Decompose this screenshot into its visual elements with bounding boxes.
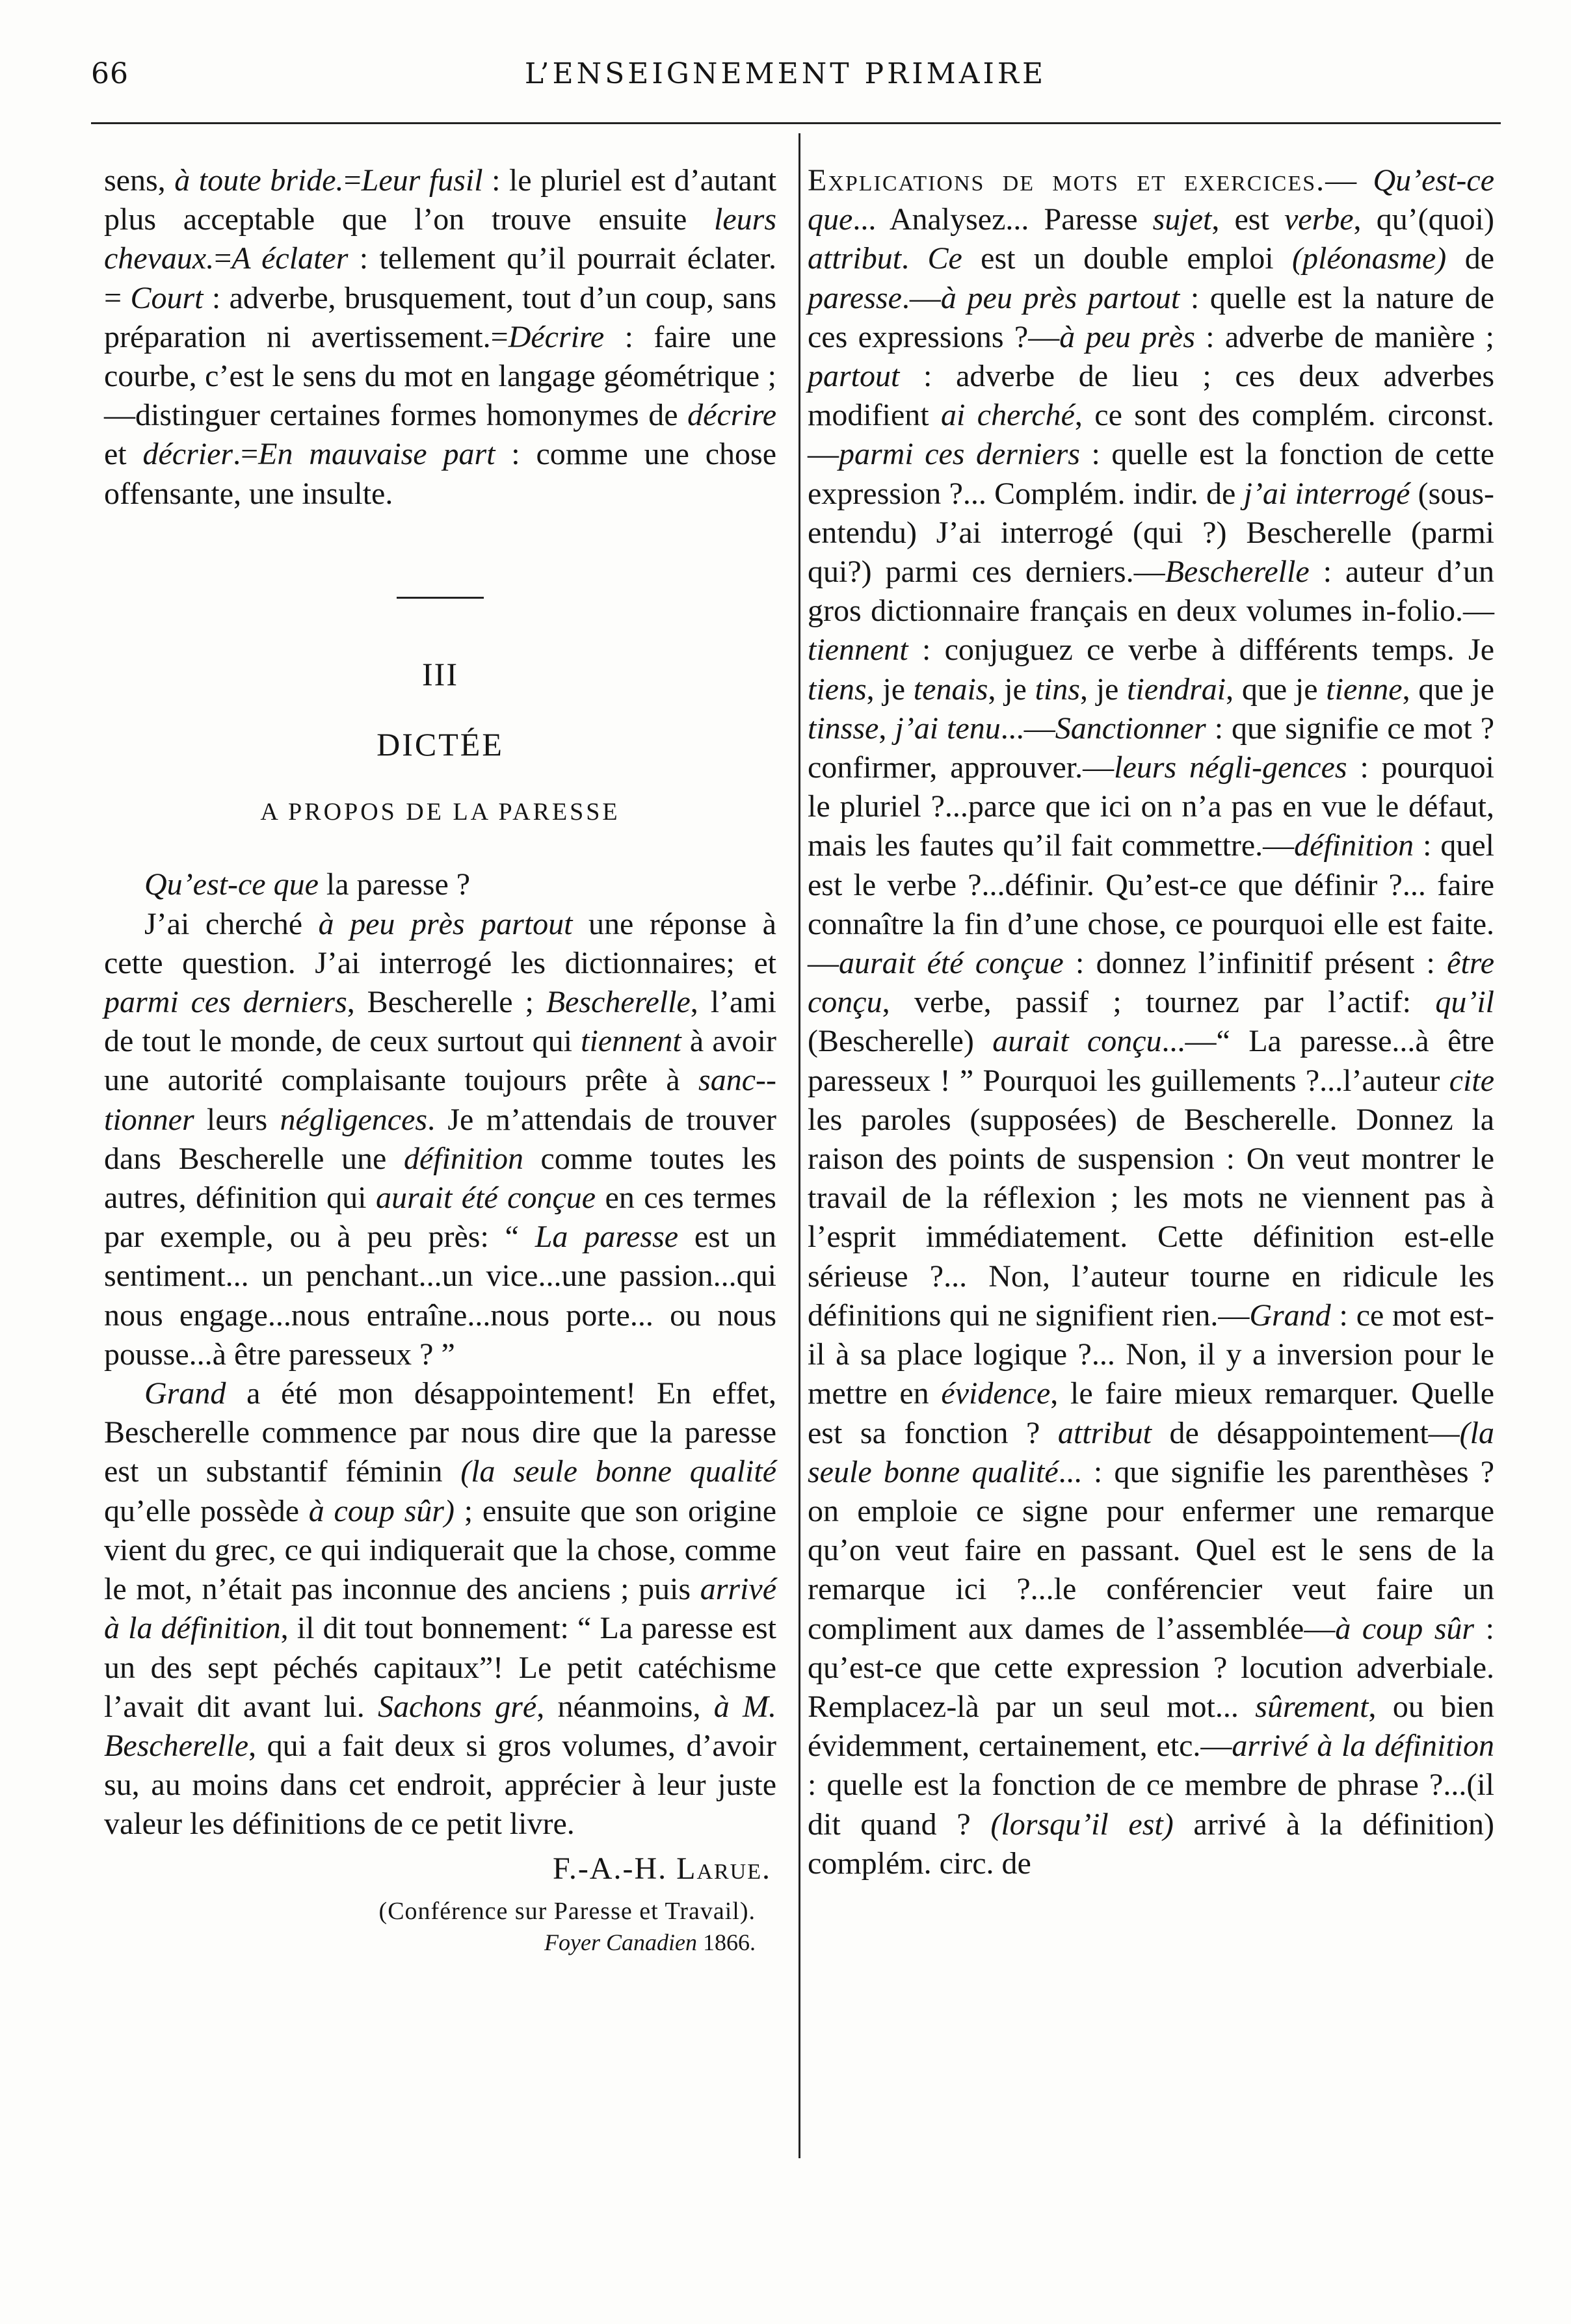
text-run: : adverbe, brusquement, tout d’un coup, sans préparation ni avertissement.=: [104, 280, 776, 354]
italic-run: Leur fusil: [361, 163, 483, 198]
header-rule: [91, 122, 1501, 124]
italic-run: Sanctionner: [1055, 711, 1206, 746]
text-run: : quelle est la fonction de cette expression ?... Complém. indir. de: [808, 437, 1494, 511]
italic-run: à peu près: [1059, 319, 1195, 354]
text-run: (Bescherelle): [808, 1024, 993, 1059]
text-run: : adverbe de manière ;: [1195, 319, 1494, 354]
italic-run: verbe: [1284, 202, 1354, 237]
text-run: , ou bien évidemment, certainement, etc.—: [808, 1689, 1494, 1764]
text-run: et: [104, 437, 143, 472]
text-run: , qui a fait deux si gros volumes, d’avoir su, au moins dans cet endroit, apprécier à leur juste valeur les définitions de ce petit livre.: [104, 1728, 776, 1842]
italic-run: à peu près partout: [940, 280, 1180, 315]
italic-run: à M. Bescherelle: [104, 1689, 777, 1763]
italic-run: aurait été conçue: [375, 1181, 596, 1216]
italic-run: (la seule bonne qualité: [460, 1454, 777, 1489]
text-run: : pourquoi le pluriel ?...parce que ici on n’a pas en vue le défaut, mais les fautes qu’il fait commettre.—: [808, 750, 1494, 863]
italic-run: décrire: [687, 398, 776, 433]
italic-run: à toute bride.: [174, 163, 344, 198]
italic-run: Bescherelle: [1165, 555, 1310, 590]
text-run: : le pluriel est d’autant plus acceptable que l’on trouve ensuite: [104, 163, 777, 237]
text-run: ,: [878, 711, 895, 746]
italic-run: être conçu: [808, 946, 1494, 1020]
text-run: —: [1325, 163, 1373, 198]
text-run: comme toutes les autres, définition qui: [104, 1141, 776, 1216]
text-run: est un sentiment... un penchant...un vice...une passion...qui nous engage...nous entraîne...nous porte... ou nous pousse...à être paresseux ? ”: [104, 1220, 777, 1372]
text-run: , verbe, passif ; tournez par l’actif:: [882, 985, 1436, 1020]
italic-run: tiennent: [808, 633, 908, 668]
italic-run: à coup sûr: [1335, 1611, 1475, 1646]
italic-run: Bescherelle: [546, 985, 691, 1020]
italic-run: La paresse: [535, 1220, 679, 1255]
text-run: 1866.: [697, 1929, 756, 1955]
text-run: .=: [233, 437, 259, 472]
italic-run: aurait été conçue: [839, 946, 1064, 981]
italic-run: qu’il: [1435, 985, 1494, 1020]
italic-run: cite: [1449, 1063, 1494, 1098]
text-run: , est: [1211, 202, 1284, 237]
text-run: : auteur d’un gros dictionnaire français en deux volumes in-folio.—: [808, 555, 1494, 629]
text-run: (sous-entendu) J’ai interrogé (qui ?) Bescherelle (parmi qui?) parmi ces derniers.—: [808, 476, 1495, 590]
italic-run: aurait conçu: [992, 1024, 1162, 1059]
left-column: [104, 161, 776, 1957]
italic-run: décrier: [142, 437, 233, 472]
italic-run: tiens: [808, 672, 867, 707]
italic-run: sujet: [1152, 202, 1212, 237]
text-run: : quel est le verbe ?...définir. Qu’est-ce que définir ?... faire connaître la fin d’une chose, ce pourquoi elle est faite.—: [808, 828, 1494, 981]
italic-run: arrivé à la définition: [1232, 1729, 1495, 1764]
italic-run: parmi ces derniers: [839, 437, 1080, 472]
text-run: .—: [901, 280, 941, 315]
italic-run: partout: [808, 359, 900, 394]
text-run: : quelle est la fonction de ce membre de phrase ?...(il dit quand ?: [808, 1768, 1494, 1842]
text-run: , que je: [1226, 672, 1327, 707]
italic-run: (la seule bonne qualité: [808, 1415, 1494, 1489]
italic-run: (lorsqu’il est): [990, 1807, 1174, 1842]
text-run: en ces termes par exemple, ou à peu près: “: [104, 1181, 776, 1255]
text-run: : faire une courbe, c’est le sens du mot en langage géométrique ;—distinguer certaines formes homonymes de: [104, 319, 776, 433]
italic-run: Ce: [927, 241, 962, 276]
italic-run: définition: [1294, 828, 1414, 863]
text-run: : qu’est-ce que cette expression ? locution adverbiale. Remplacez-là par un seul mot...: [808, 1611, 1495, 1724]
author-signature: F.-A.-H. Larue.: [552, 1851, 771, 1886]
text-run: : tellement qu’il pourrait éclater. =: [104, 241, 776, 315]
italic-run: Court: [130, 280, 204, 315]
text-run: ... Analysez... Paresse: [852, 202, 1153, 237]
text-run: de: [1446, 241, 1494, 276]
column-divider: [799, 133, 800, 2158]
italic-run: Sachons gré: [377, 1689, 537, 1724]
text-run: : donnez l’infinitif présent :: [1063, 946, 1447, 981]
text-run: , je: [988, 672, 1035, 707]
text-run: ; ensuite que son origine vient du grec, ce qui indiquerait que la chose, comme le mot, n’était pas inconnue des anciens ; puis: [104, 1493, 777, 1607]
text-run: ...—“ La paresse...à être paresseux ! ” Pourquoi les guillements ?...l’auteur: [808, 1024, 1495, 1098]
text-run: : comme une chose offensante, une insulte.: [104, 437, 777, 511]
italic-run: A éclater: [231, 241, 349, 276]
text-run: a été mon désappointement! En effet, Bescherelle commence par nous dire que la paresse est un substantif féminin: [104, 1376, 776, 1489]
italic-run: Grand: [144, 1376, 226, 1411]
text-run: est un double emploi: [962, 241, 1293, 276]
dictee-paragraph: [104, 865, 776, 904]
text-run: . Je m’attendais de trouver dans Bescherelle une: [104, 1102, 776, 1176]
italic-run: j’ai tenu: [895, 711, 1001, 746]
italic-run: évidence: [941, 1376, 1051, 1411]
right-column: [808, 161, 1494, 1883]
text-run: : ce mot est-il à sa place logique ?... Non, il y a inversion pour le mettre en: [808, 1298, 1494, 1411]
dictee-subtitle: A PROPOS DE LA PARESSE: [260, 798, 620, 826]
italic-run: Foyer Canadien: [544, 1929, 697, 1955]
italic-run: ai cherché: [941, 398, 1075, 433]
text-run: la paresse ?: [318, 867, 471, 902]
italic-run: En mauvaise part: [258, 437, 495, 472]
italic-run: Grand: [1249, 1298, 1331, 1333]
italic-run: Qu’est-ce que: [144, 867, 319, 902]
italic-run: sûrement: [1255, 1689, 1369, 1724]
italic-run: tins: [1035, 672, 1080, 707]
italic-run: négligences: [280, 1102, 428, 1137]
text-run: , le faire mieux remarquer. Quelle est sa fonction ?: [808, 1376, 1495, 1450]
text-run: , il dit tout bonnement: “ La paresse est un des sept péchés capitaux”! Le petit catéchisme l’avait dit avant lui.: [104, 1611, 777, 1724]
text-run: ...—: [1000, 711, 1055, 746]
text-run: arrivé à la définition) complém. circ. de: [808, 1807, 1495, 1881]
italic-run: (pléonasme): [1292, 241, 1447, 276]
text-run: : quelle est la nature de ces expressions ?—: [808, 280, 1495, 354]
intro-paragraph: [104, 161, 776, 514]
text-run: : conjuguez ce verbe à différents temps. Je: [908, 633, 1494, 668]
italic-run: leurs chevaux.: [104, 202, 776, 276]
italic-run: tiennent: [581, 1024, 681, 1059]
running-head: L’ENSEIGNEMENT PRIMAIRE: [524, 57, 1047, 90]
text-run: une réponse à cette question. J’ai interrogé les dictionnaires; et: [104, 906, 776, 980]
italic-run: attribut: [1057, 1415, 1152, 1450]
conference-citation: (Conférence sur Paresse et Travail).: [378, 1897, 756, 1925]
italic-run: paresse: [808, 280, 902, 315]
italic-run: leurs négli-gences: [1114, 750, 1347, 785]
text-run: , je: [866, 672, 914, 707]
italic-run: à coup sûr): [308, 1493, 455, 1528]
section-title: DICTÉE: [376, 726, 504, 763]
text-run: , néanmoins,: [536, 1689, 714, 1724]
italic-run: tienne: [1326, 672, 1403, 707]
italic-run: définition: [403, 1141, 523, 1176]
text-run: qu’elle possède: [104, 1493, 309, 1528]
section-number: III: [422, 655, 458, 692]
italic-run: Décrire: [508, 319, 605, 354]
text-run: ... : que signifie les parenthèses ? on emploie ce signe pour enfermer une remarque qu’on veut faire en passant. Quel est le sens de la remarque ici ?...le conférencier veut faire un compliment aux dames de l’assemblée—: [808, 1454, 1495, 1646]
italic-run: à peu près partout: [318, 906, 573, 941]
italic-run: sanc-tionner: [104, 1063, 776, 1137]
dictee-paragraph: [104, 1374, 776, 1844]
italic-run: tinsse: [808, 711, 879, 746]
text-run: , que je: [1402, 672, 1495, 707]
text-run: les paroles (supposées) de Bescherelle. Donnez la raison des points de suspension : On veut montrer le travail de la réflexion ; les mots ne viennent pas à l’esprit immédiatement. Cette définition est-elle sérieuse ?... Non, l’auteur tourne en ridicule les définitions qui ne signifient rien.—: [808, 1102, 1494, 1333]
source-citation: [104, 1927, 776, 1957]
dictee-paragraph: [104, 905, 776, 1374]
text-run: =: [343, 163, 362, 198]
text-run: , ce sont des complém. circonst.—: [808, 398, 1494, 472]
text-run: leurs: [194, 1102, 280, 1137]
italic-run: tiendrai: [1127, 672, 1226, 707]
text-run: , l’ami de tout le monde, de ceux surtout qui: [104, 985, 776, 1059]
italic-run: tenais: [913, 672, 988, 707]
text-run: : adverbe de lieu ; ces deux adverbes modifient: [808, 359, 1494, 433]
text-run: à avoir une autorité complaisante toujours prête à: [104, 1024, 776, 1098]
text-run: .: [901, 241, 928, 276]
italic-run: j’ai interrogé: [1243, 476, 1410, 511]
text-run: =: [214, 241, 232, 276]
explanations-paragraph: [808, 161, 1494, 1883]
text-run: , qu’(quoi): [1353, 202, 1494, 237]
page-number: 66: [91, 57, 129, 90]
section-separator: [397, 597, 484, 599]
text-run: sens,: [104, 163, 175, 198]
text-run: Explications de mots et exercices.: [808, 163, 1326, 198]
text-run: : que signifie ce mot ? confirmer, approuver.—: [808, 711, 1495, 785]
dictee-body: [104, 865, 776, 1844]
text-run: de désappointement—: [1151, 1415, 1460, 1450]
text-run: , je: [1079, 672, 1128, 707]
text-run: , Bescherelle ;: [347, 985, 546, 1020]
italic-run: arrivé à la définition: [104, 1572, 776, 1646]
italic-run: parmi ces derniers: [104, 985, 347, 1020]
text-run: J’ai cherché: [144, 906, 319, 941]
italic-run: attribut: [808, 241, 902, 276]
italic-run: Qu’est-ce que: [808, 163, 1495, 237]
